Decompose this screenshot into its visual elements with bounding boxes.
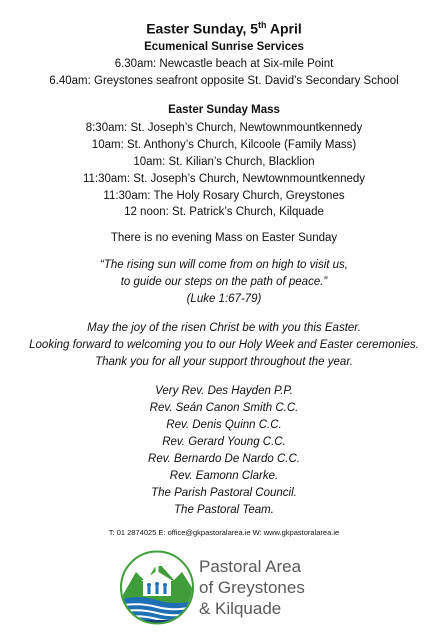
signatory: Rev. Seán Canon Smith C.C. (149, 402, 299, 414)
page-title: Easter Sunday, 5th April (146, 20, 302, 37)
contact-details: T: 01 2874025 E: office@gkpastoralarea.ie W: www.gkpastoralarea.ie (108, 528, 340, 537)
organisation-name-line: Pastoral Area (199, 557, 302, 576)
signatory: Very Rev. Des Hayden P.P. (155, 385, 293, 397)
quote-line: “The rising sun will come from on high to visit us, (100, 259, 348, 271)
message-line: Looking forward to welcoming you to our Holy Week and Easter ceremonies. (29, 339, 419, 351)
mass-note: There is no evening Mass on Easter Sunday (110, 232, 338, 244)
signatory: Rev. Bernardo De Nardo C.C. (148, 453, 300, 465)
signatory: Rev. Gerard Young C.C. (162, 436, 286, 448)
organisation-name (199, 556, 305, 619)
quote-line: to guide our steps on the path of peace.” (120, 276, 328, 288)
mass-item: 11:30am: The Holy Rosary Church, Greystones (103, 190, 345, 202)
mass-item: 12 noon: St. Patrick’s Church, Kilquade (124, 206, 324, 218)
mass-item: 8:30am: St. Joseph’s Church, Newtownmountkennedy (85, 122, 363, 134)
organisation-name-line: of Greystones (199, 578, 305, 597)
message-line: May the joy of the risen Christ be with you this Easter. (87, 322, 361, 334)
mass-item: 10am: St. Anthony’s Church, Kilcoole (Family Mass) (91, 139, 357, 151)
message-line: Thank you for all your support throughout the year. (95, 356, 353, 368)
signatory: Rev. Eamonn Clarke. (169, 470, 279, 482)
quote-reference: (Luke 1:67-79) (186, 293, 262, 305)
mass-item: 11:30am: St. Joseph’s Church, Newtownmountkennedy (82, 173, 366, 185)
signatory: The Parish Pastoral Council. (151, 487, 297, 499)
pastoral-area-logo-icon (118, 550, 196, 625)
sunrise-service: 6.30am: Newcastle beach at Six-mile Point (114, 58, 334, 70)
sunrise-heading: Ecumenical Sunrise Services (144, 41, 304, 53)
sunrise-service: 6.40am: Greystones seafront opposite St. David’s Secondary School (49, 75, 399, 87)
organisation-name-line: & Kilquade (199, 599, 282, 618)
mass-heading: Easter Sunday Mass (168, 104, 280, 116)
signatory: The Pastoral Team. (174, 504, 274, 516)
mass-item: 10am: St. Kilian’s Church, Blacklion (133, 156, 315, 168)
signatory: Rev. Denis Quinn C.C. (166, 419, 282, 431)
